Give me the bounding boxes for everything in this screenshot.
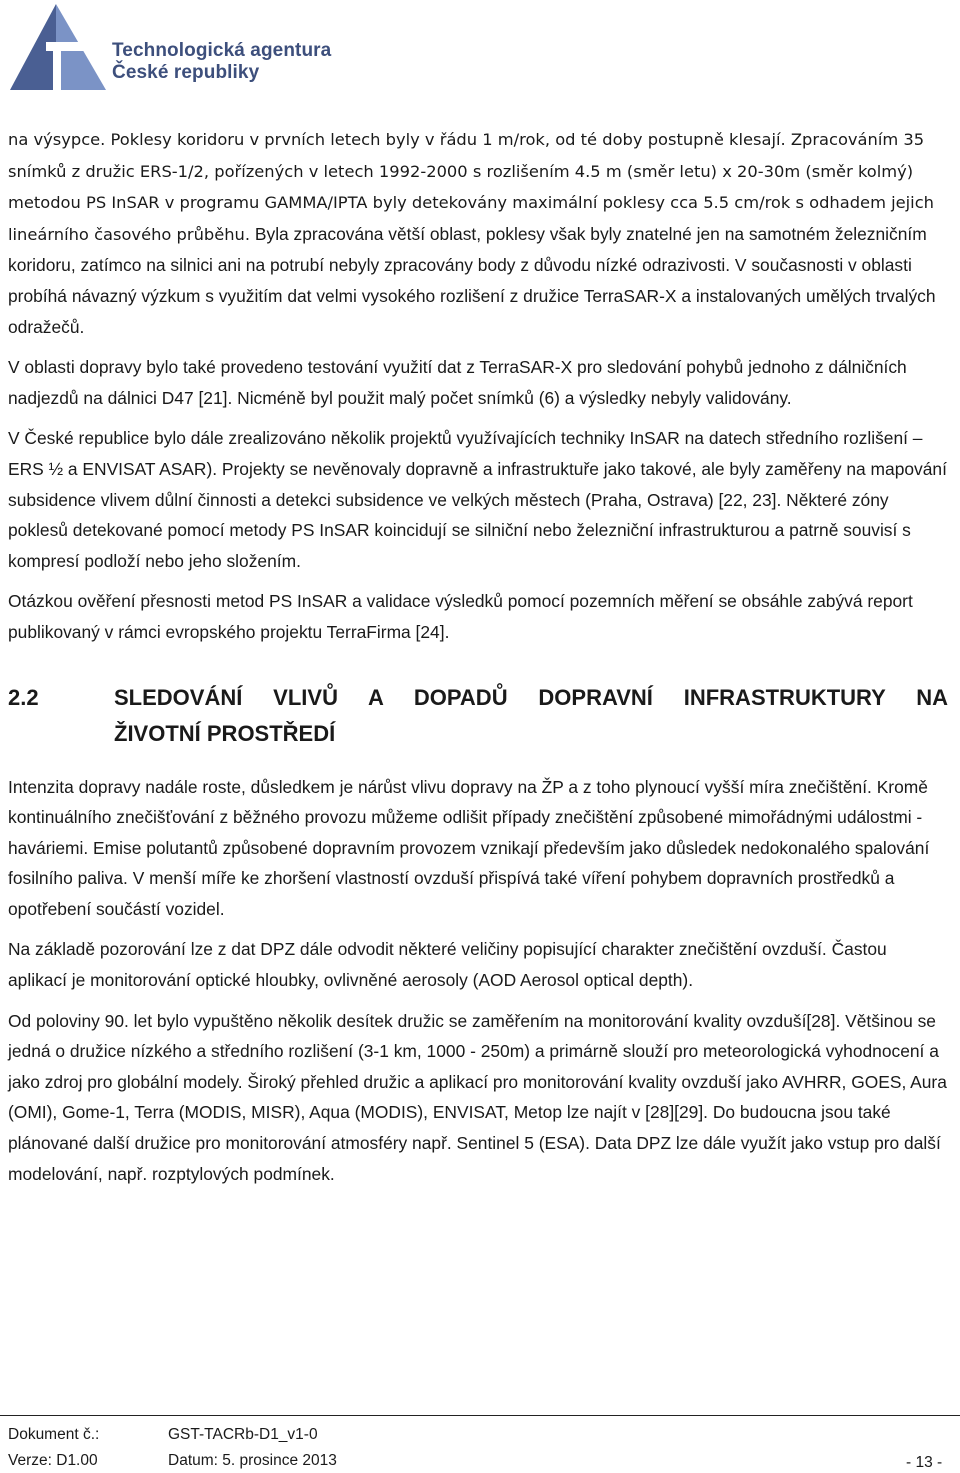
tacr-logo-icon xyxy=(6,2,110,92)
page-content xyxy=(8,124,948,1199)
paragraph-2: V oblasti dopravy bylo také provedeno testování využití dat z TerraSAR-X pro sledování pohybů jednoho z dálničních nadjezdů na dálnici D47 [21]. Nicméně byl použit malý počet snímků (6) a výsledky nebyly validovány. xyxy=(8,357,907,408)
section-heading xyxy=(8,680,948,752)
paragraph-3: V České republice bylo dále zrealizováno několik projektů využívajících techniky InSAR na datech středního rozlišení – ERS ½ a ENVISAT ASAR). Projekty se nevěnovaly dopravně a infrastruktuře jako takové, ale byly zaměřeny na mapování subsidence vlivem důlní činnosti a detekci subsidence ve velkých městech (Praha, Ostrava) [22, 23]. Některé zóny poklesů detekované pomocí metody PS InSAR koincidují se silniční nebo železniční infrastrukturou a patrně souvisí s kompresí podloží nebo jeho složením. xyxy=(8,428,947,571)
section-paragraph-1: Intenzita dopravy nadále roste, důsledkem je nárůst vlivu dopravy na ŽP a z toho plynoucí vyšší míra znečištění. Kromě kontinuálního znečišťování z běžného provozu můžeme odlišit případy znečištění způsobené mimořádnými událostmi - haváriemi. Emise polutantů způsobené dopravním provozem vznikají především jako důsledek nedokonalého spalování fosilního paliva. V menší míře ke zhoršení vlastností ovzduší přispívá také víření pohybem dopravních prostředků a opotřebení součástí vozidel. xyxy=(8,776,930,919)
page-number: - 13 - xyxy=(906,1454,943,1471)
section-title-line-1: SLEDOVÁNÍ VLIVŮ A DOPADŮ DOPRAVNÍ INFRASTRUKTURY NA xyxy=(114,684,948,710)
section-title xyxy=(114,680,948,752)
section-number: 2.2 xyxy=(8,684,39,710)
header xyxy=(6,2,336,92)
paragraph-text: na výsypce. Poklesy koridoru v prvních letech byly v řádu 1 m/rok, od té doby postupně klesají. Zpracováním 35 snímků z družic ERS-1/2, pořízených v letech 1992-2000 s rozlišením 4.5 m (směr letu) x 20-30m (směr kolmý) metodou PS InSAR v programu GAMMA/IPTA byly detekovány maximální poklesy cca 5.5 cm/rok s odhadem jejich lineárního časového průběhu. xyxy=(8,130,934,244)
paragraph-4: Otázkou ověření přesnosti metod PS InSAR a validace výsledků pomocí pozemních měření se obsáhle zabývá report publikovaný v rámci evropského projektu TerraFirma [24]. xyxy=(8,591,913,642)
paragraph-text: Byla zpracována větší oblast, poklesy však byly znatelné jen na samotném železničním koridoru, zatímco na silnici ani na potrubí nebyly zpracovány body z důvodu nízké odrazivosti. V současnosti v oblasti probíhá návazný výzkum s využitím dat velmi vysokého rozlišení z družice TerraSAR-X a instalovaných umělých trvalých odražečů. xyxy=(8,223,936,337)
doc-value: GST-TACRb-D1_v1-0 xyxy=(168,1426,318,1443)
paragraph-1 xyxy=(8,124,948,342)
section-title-line-2: ŽIVOTNÍ PROSTŘEDÍ xyxy=(114,720,336,746)
date-label: Datum: 5. prosince 2013 xyxy=(168,1452,337,1469)
organization-name xyxy=(112,40,331,84)
org-line-1: Technologická agentura xyxy=(112,40,332,61)
section-paragraph-2: Na základě pozorování lze z dat DPZ dále odvodit některé veličiny popisující charakter znečištění ovzduší. Častou aplikací je monitorování optické hloubky, ovlivněné aerosoly (AOD Aerosol optical depth). xyxy=(8,939,887,991)
page-footer xyxy=(0,1415,960,1471)
section-paragraph-3: Od poloviny 90. let bylo vypuštěno několik desítek družic se zaměřením na monitorování kvality ovzduší[28]. Většinou se jedná o družice nízkého a středního rozlišení (3-1 km, 1000 - 250m) a primárně slouží pro meteorologická vyhodnocení a jako zdroj pro globální modely. Široký přehled družic a aplikací pro monitorování kvality ovzduší jako AVHRR, GOES, Aura (OMI), Gome-1, Terra (MODIS, MISR), Aqua (MODIS), ENVISAT, Metop lze najít v [28][29]. Do budoucna jsou také plánované další družice pro monitorování atmosféry např. Sentinel 5 (ESA). Data DPZ lze dále využít jako vstup pro další modelování, např. rozptylových podmínek. xyxy=(8,1010,947,1184)
version-label: Verze: D1.00 xyxy=(8,1452,98,1469)
org-line-2: České republiky xyxy=(112,62,260,83)
doc-label: Dokument č.: xyxy=(8,1426,100,1443)
